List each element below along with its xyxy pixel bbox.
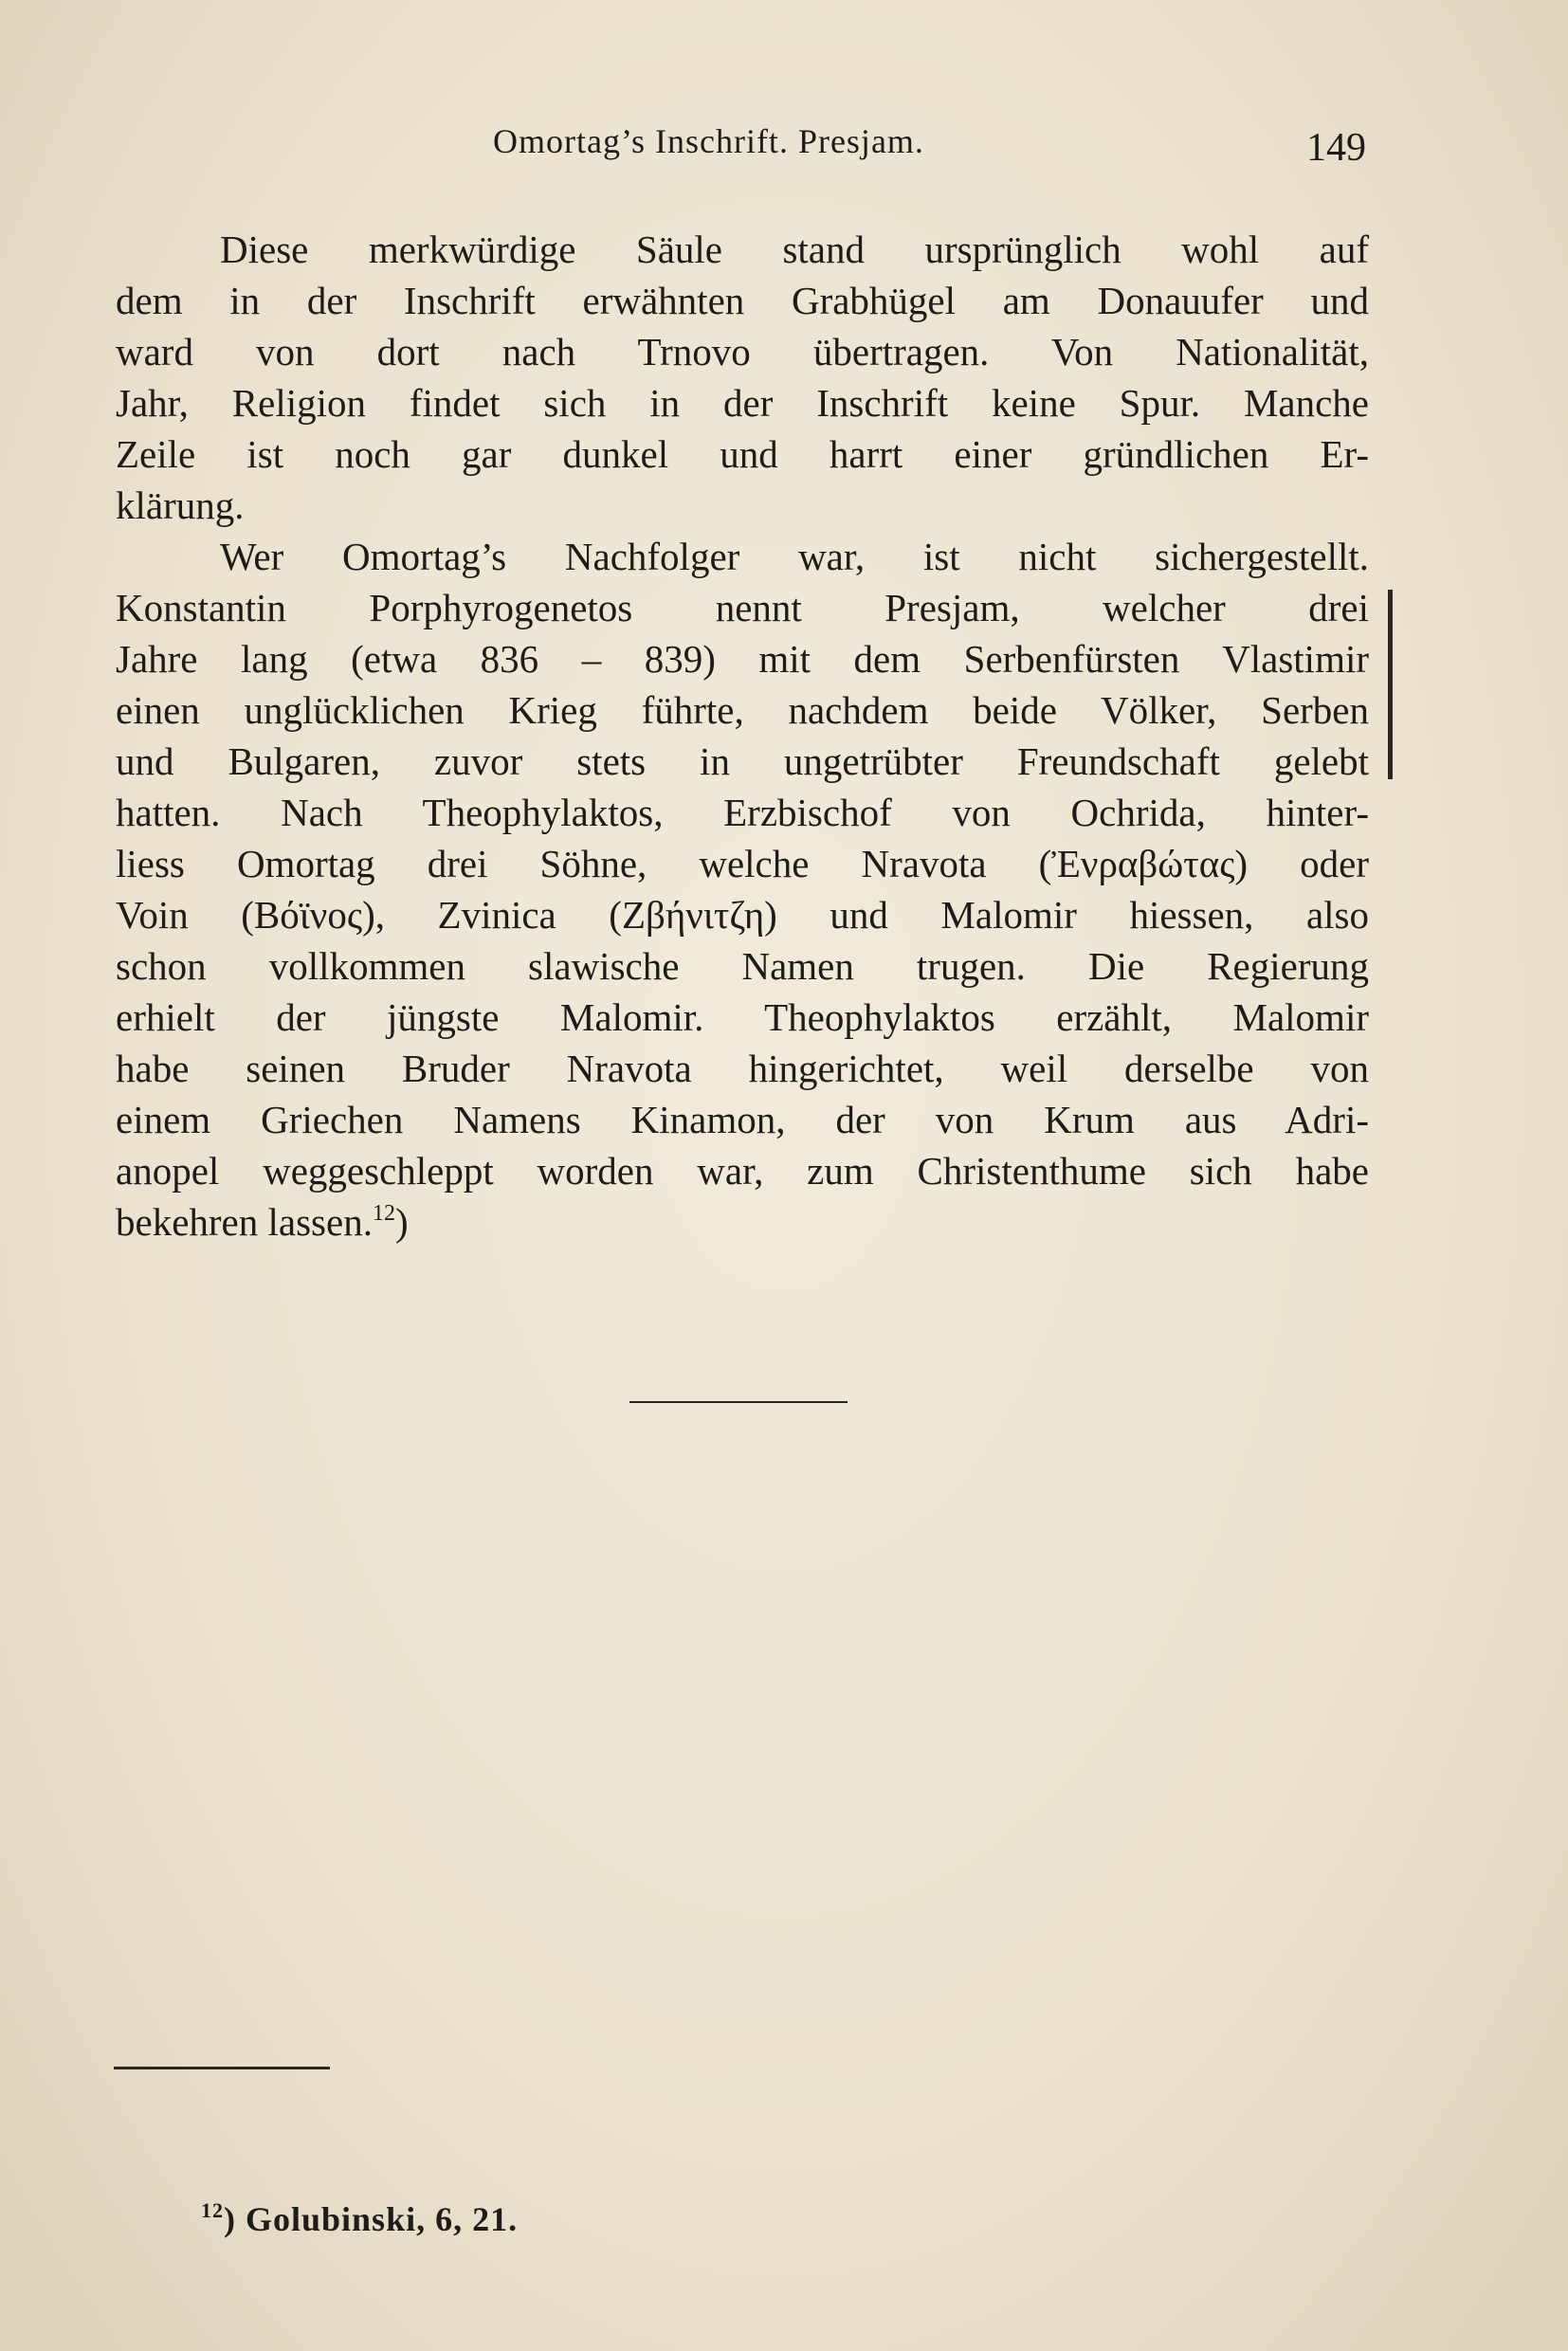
text-line: liess Omortag drei Söhne, welche Nravota (Ἐνραβώτας) oder	[116, 842, 1369, 885]
margin-marker-tick	[1388, 590, 1393, 599]
text-line: einem Griechen Namens Kinamon, der von Krum aus Adri-	[116, 1098, 1369, 1141]
text-line: ward von dort nach Trnovo übertragen. Von Nationalität,	[116, 330, 1369, 374]
body-text	[116, 224, 1369, 1248]
text-line: dem in der Inschrift erwähnten Grabhügel am Donauufer und	[116, 279, 1369, 322]
text-line: Diese merkwürdige Säule stand ursprünglich wohl auf	[220, 228, 1369, 271]
text-line: und Bulgaren, zuvor stets in ungetrübter Freundschaft gelebt	[116, 739, 1369, 783]
running-title: Omortag’s Inschrift. Presjam.	[493, 122, 924, 160]
text-line: einen unglücklichen Krieg führte, nachdem beide Völker, Serben	[116, 688, 1369, 732]
text-line: Zeile ist noch gar dunkel und harrt einer gründlichen Er-	[116, 432, 1369, 476]
text-line: erhielt der jüngste Malomir. Theophylaktos erzählt, Malomir	[116, 995, 1369, 1039]
text-line: hatten. Nach Theophylaktos, Erzbischof von Ochrida, hinter-	[116, 791, 1369, 834]
text-line-final	[116, 1196, 1369, 1248]
text-line: bekehren lassen.	[116, 1200, 373, 1244]
text-line: habe seinen Bruder Nravota hingerichtet, weil derselbe von	[116, 1047, 1369, 1090]
footnote-reference-close: )	[394, 1200, 409, 1244]
footnote-divider	[114, 2067, 330, 2069]
page-number: 149	[1306, 126, 1366, 170]
text-line: Konstantin Porphyrogenetos nennt Presjam, welcher drei	[116, 586, 1369, 629]
footnote-text: ) Golubinski, 6, 21.	[224, 2200, 519, 2238]
section-divider	[629, 1401, 848, 1403]
footnote	[201, 2199, 518, 2239]
text-line: Wer Omortag’s Nachfolger war, ist nicht sichergestellt.	[220, 535, 1369, 578]
text-line: Jahre lang (etwa 836 – 839) mit dem Serbenfürsten Vlastimir	[116, 637, 1369, 681]
text-line: schon vollkommen slawische Namen trugen. Die Regierung	[116, 944, 1369, 988]
margin-marker	[1388, 590, 1393, 779]
text-line: klärung.	[116, 483, 245, 527]
text-line: anopel weggeschleppt worden war, zum Christenthume sich habe	[116, 1149, 1369, 1193]
footnote-reference[interactable]: 12	[372, 1201, 395, 1226]
text-line: Voin (Βόϊνος), Zvinica (Ζβήνιτζη) und Malomir hiessen, also	[116, 893, 1369, 937]
footnote-mark: 12	[201, 2198, 224, 2222]
text-line: Jahr, Religion findet sich in der Inschrift keine Spur. Manche	[116, 381, 1369, 425]
